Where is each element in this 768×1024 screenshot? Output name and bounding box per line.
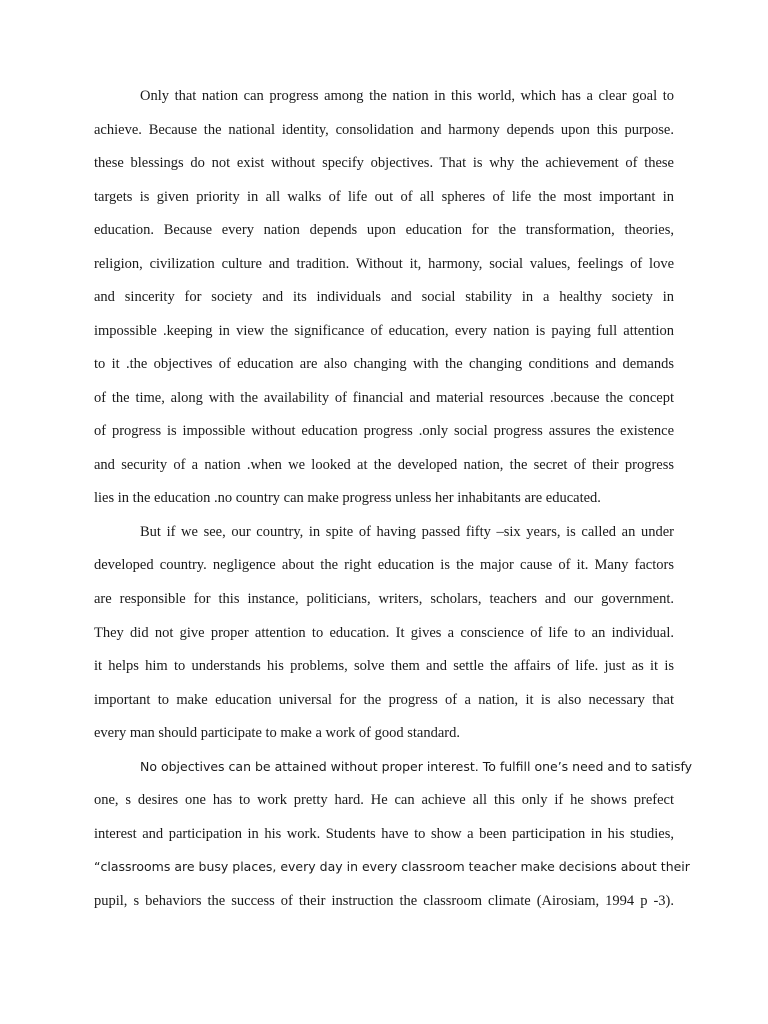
text-line: impossible .keeping in view the significance of education, every nation is paying full attention — [94, 323, 674, 339]
text-line: They did not give proper attention to education. It gives a conscience of life to an individual. — [94, 625, 674, 641]
text-line: interest and participation in his work. Students have to show a been participation in his studies, — [94, 826, 674, 842]
text-line: to it .the objectives of education are also changing with the changing conditions and demands — [94, 356, 674, 372]
text-line: of progress is impossible without education progress .only social progress assures the existence — [94, 423, 674, 439]
text-line: achieve. Because the national identity, consolidation and harmony depends upon this purpose. — [94, 122, 674, 138]
text-line: every man should participate to make a work of good standard. — [94, 725, 461, 741]
text-line: No objectives can be attained without proper interest. To fulfill one’s need and to satisfy — [140, 759, 693, 774]
text-line: pupil, s behaviors the success of their instruction the classroom climate (Airosiam, 1994 p -3). — [94, 893, 674, 909]
text-line: important to make education universal for the progress of a nation, it is also necessary that — [94, 692, 674, 708]
text-line: of the time, along with the availability of financial and material resources .because the concept — [94, 390, 674, 406]
text-line: Only that nation can progress among the nation in this world, which has a clear goal to — [140, 88, 674, 104]
text-line: lies in the education .no country can make progress unless her inhabitants are educated. — [94, 490, 601, 506]
text-line: developed country. negligence about the right education is the major cause of it. Many factors — [94, 557, 674, 573]
text-line: one, s desires one has to work pretty hard. He can achieve all this only if he shows prefect — [94, 792, 674, 808]
text-line: religion, civilization culture and tradition. Without it, harmony, social values, feelings of love — [94, 256, 674, 272]
text-line: education. Because every nation depends upon education for the transformation, theories, — [94, 222, 674, 238]
text-line: “classrooms are busy places, every day in every classroom teacher make decisions about their — [94, 859, 690, 874]
text-line: these blessings do not exist without specify objectives. That is why the achievement of these — [94, 155, 674, 171]
text-line: and sincerity for society and its individuals and social stability in a healthy society in — [94, 289, 674, 305]
text-line: and security of a nation .when we looked at the developed nation, the secret of their progress — [94, 457, 674, 473]
text-line: But if we see, our country, in spite of having passed fifty –six years, is called an under — [140, 524, 674, 540]
text-line: targets is given priority in all walks of life out of all spheres of life the most important in — [94, 189, 674, 205]
text-line: it helps him to understands his problems, solve them and settle the affairs of life. just as it is — [94, 658, 674, 674]
text-line: are responsible for this instance, politicians, writers, scholars, teachers and our government. — [94, 591, 674, 607]
